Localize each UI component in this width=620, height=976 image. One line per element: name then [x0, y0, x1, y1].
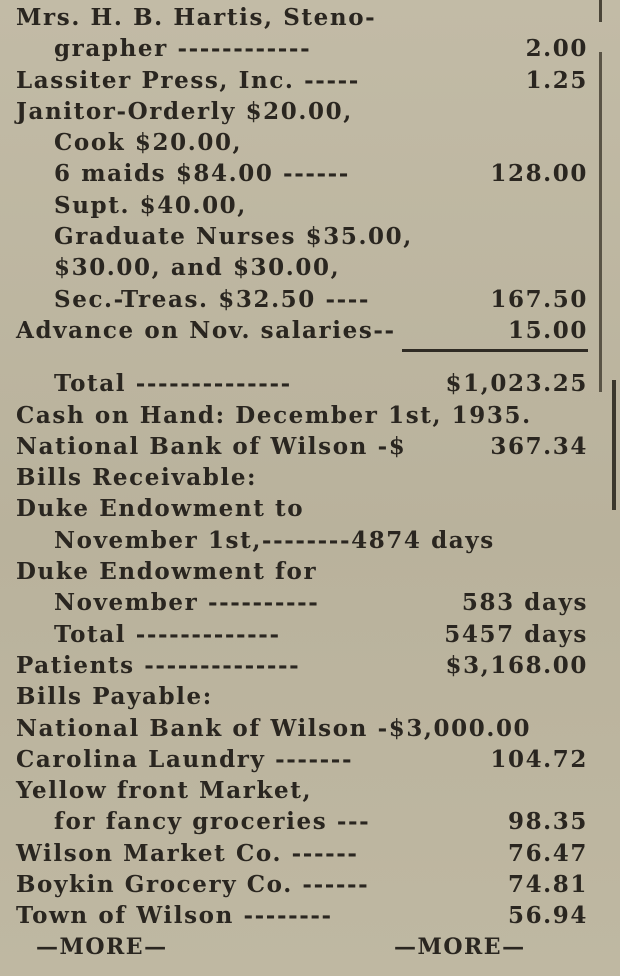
line-text: November 1st,--------4874 days — [54, 526, 495, 554]
line-text: Patients -------------- — [16, 651, 301, 679]
line-amount: $1,023.25 — [445, 370, 588, 398]
statement-line — [16, 713, 590, 744]
line-amount: 1.25 — [525, 66, 588, 94]
statement-line — [16, 650, 590, 681]
line-text: Wilson Market Co. ------ — [16, 839, 359, 867]
statement-line — [16, 775, 590, 806]
line-amount: 167.50 — [490, 285, 588, 313]
column-rule — [599, 0, 602, 22]
financial-statement — [16, 2, 590, 962]
statement-line — [16, 744, 590, 775]
line-text: Boykin Grocery Co. ------ — [16, 871, 370, 899]
column-rule — [612, 380, 616, 510]
line-text: Supt. $40.00, — [54, 191, 247, 219]
statement-line — [16, 33, 590, 64]
statement-line — [16, 2, 590, 33]
column-rule — [599, 52, 602, 392]
more-label: —MORE— — [394, 933, 526, 960]
statement-line — [16, 431, 590, 462]
total-separator — [16, 346, 590, 368]
line-amount: 583 days — [461, 589, 588, 617]
statement-line — [16, 462, 590, 493]
line-text: 6 maids $84.00 ------ — [54, 160, 350, 188]
statement-line — [16, 493, 590, 524]
line-text: $30.00, and $30.00, — [54, 254, 341, 282]
statement-line — [16, 400, 590, 431]
expense-lines — [16, 2, 590, 346]
statement-line — [16, 525, 590, 556]
line-text: Cash on Hand: December 1st, 1935. — [16, 401, 532, 429]
line-amount: 5457 days — [444, 620, 588, 648]
line-text: Cook $20.00, — [54, 129, 243, 157]
separator-rule — [402, 349, 588, 352]
line-text: grapher ------------ — [54, 35, 312, 63]
statement-line — [16, 587, 590, 618]
line-text: National Bank of Wilson -$3,000.00 — [16, 714, 532, 742]
statement-line — [16, 900, 590, 931]
line-amount: 56.94 — [507, 902, 588, 930]
line-text: Bills Receivable: — [16, 464, 258, 492]
line-text: Total -------------- — [54, 370, 292, 398]
statement-line — [16, 252, 590, 283]
statement-line — [16, 221, 590, 252]
statement-line — [16, 284, 590, 315]
statement-line — [16, 158, 590, 189]
statement-line — [16, 190, 590, 221]
line-amount: 128.00 — [490, 160, 588, 188]
line-text: Bills Payable: — [16, 683, 213, 711]
line-text: November ---------- — [54, 589, 320, 617]
statement-line — [16, 619, 590, 650]
line-text: Sec.-Treas. $32.50 ---- — [54, 285, 371, 313]
line-text: for fancy groceries --- — [54, 808, 371, 836]
statement-line — [16, 838, 590, 869]
statement-line — [16, 681, 590, 712]
statement-line — [16, 806, 590, 837]
statement-line — [16, 65, 590, 96]
line-text: Advance on Nov. salaries-- — [16, 316, 396, 344]
line-amount: 2.00 — [525, 35, 588, 63]
statement-line — [16, 96, 590, 127]
line-text: Carolina Laundry ------- — [16, 745, 354, 773]
statement-line — [16, 556, 590, 587]
line-amount: 76.47 — [507, 839, 588, 867]
line-text: Duke Endowment for — [16, 558, 318, 586]
statement-line — [16, 127, 590, 158]
balance-lines — [16, 368, 590, 931]
line-amount: 367.34 — [490, 432, 588, 460]
line-text: Total ------------- — [54, 620, 281, 648]
line-amount: 74.81 — [507, 871, 588, 899]
more-row — [16, 932, 590, 962]
line-text: Town of Wilson -------- — [16, 902, 333, 930]
line-text: National Bank of Wilson -$ — [16, 432, 407, 460]
line-text: Yellow front Market, — [16, 777, 313, 805]
more-label: —MORE— — [36, 933, 168, 960]
line-amount: $3,168.00 — [445, 651, 588, 679]
line-text: Duke Endowment to — [16, 495, 305, 523]
line-amount: 104.72 — [490, 745, 588, 773]
line-text: Janitor-Orderly $20.00, — [16, 97, 353, 125]
statement-line — [16, 869, 590, 900]
statement-line — [16, 315, 590, 346]
line-amount: 98.35 — [507, 808, 588, 836]
line-text: Lassiter Press, Inc. ----- — [16, 66, 360, 94]
statement-line — [16, 368, 590, 399]
line-text: Graduate Nurses $35.00, — [54, 223, 413, 251]
line-text: Mrs. H. B. Hartis, Steno- — [16, 4, 377, 31]
line-amount: 15.00 — [507, 316, 588, 344]
